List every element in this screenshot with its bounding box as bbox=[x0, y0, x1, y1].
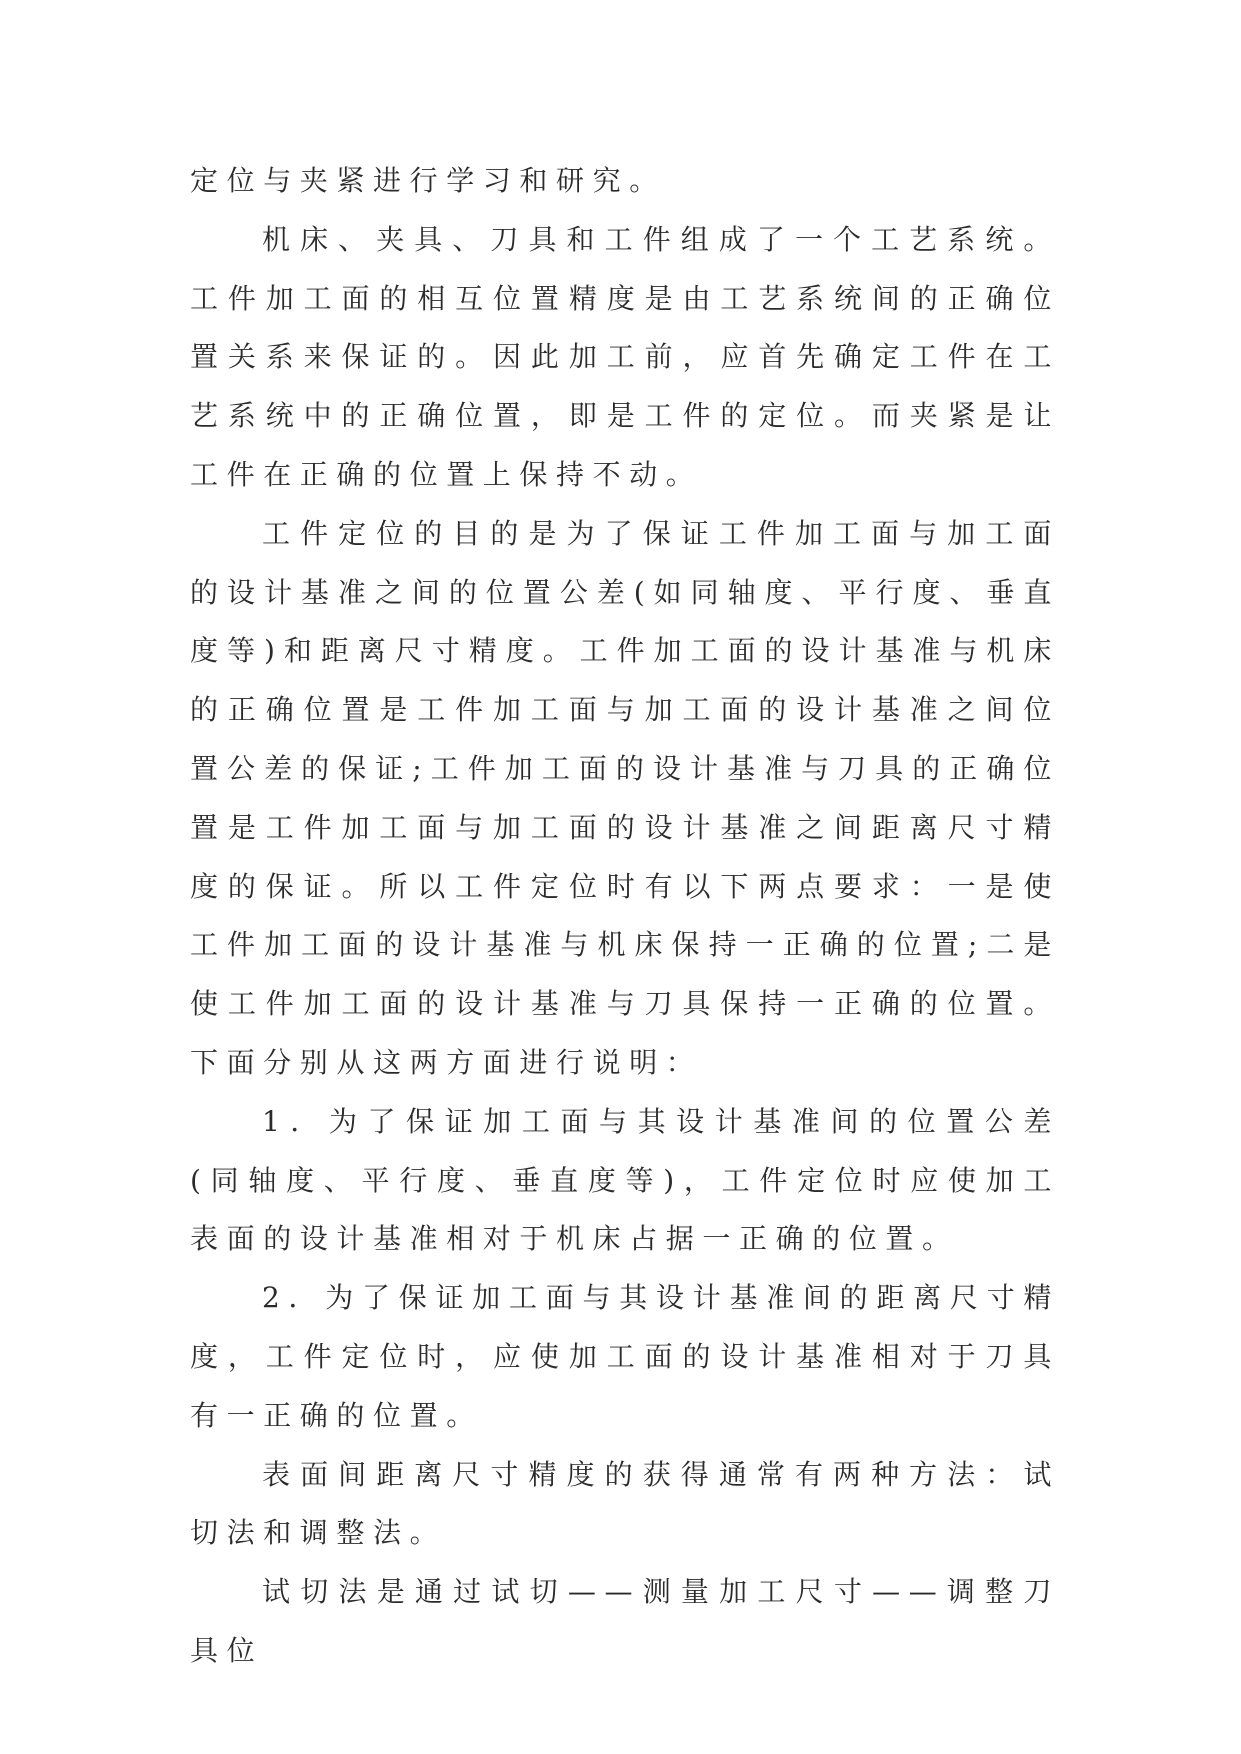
paragraph-1: 定位与夹紧进行学习和研究。 bbox=[190, 164, 666, 197]
paragraph-3: 工件定位的目的是为了保证工件加工面与加工面的设计基准之间的位置公差(如同轴度、平行度、垂直度等)和距离尺寸精度。工件加工面的设计基准与机床的正确位置是工件加工面与加工面的设计基准之间位置公差的保证;工件加工面的设计基准与刀具的正确位置是工件加工面与加工面的设计基准之间距离尺寸精度的保证。所以工件定位时有以下两点要求：一是使工件加工面的设计基准与机床保持一正确的位置;二是使工件加工面的设计基准与刀具保持一正确的位置。下面分别从这两方面进行说明： bbox=[190, 516, 1060, 1079]
paragraph-6: 表面间距离尺寸精度的获得通常有两种方法：试切法和调整法。 bbox=[190, 1457, 1060, 1550]
paragraph-7: 试切法是通过试切——测量加工尺寸——调整刀具位 bbox=[190, 1575, 1060, 1667]
paragraph-5: 2．为了保证加工面与其设计基准间的距离尺寸精度，工件定位时，应使加工面的设计基准相对于刀具有一正确的位置。 bbox=[190, 1281, 1060, 1432]
paragraph-4: 1．为了保证加工面与其设计基准间的位置公差(同轴度、平行度、垂直度等)，工件定位时应使加工表面的设计基准相对于机床占据一正确的位置。 bbox=[190, 1104, 1060, 1256]
paragraph-2: 机床、夹具、刀具和工件组成了一个工艺系统。工件加工面的相互位置精度是由工艺系统间的正确位置关系来保证的。因此加工前，应首先确定工件在工艺系统中的正确位置，即是工件的定位。而夹紧是让工件在正确的位置上保持不动。 bbox=[190, 222, 1060, 491]
document-body bbox=[190, 152, 1060, 1681]
